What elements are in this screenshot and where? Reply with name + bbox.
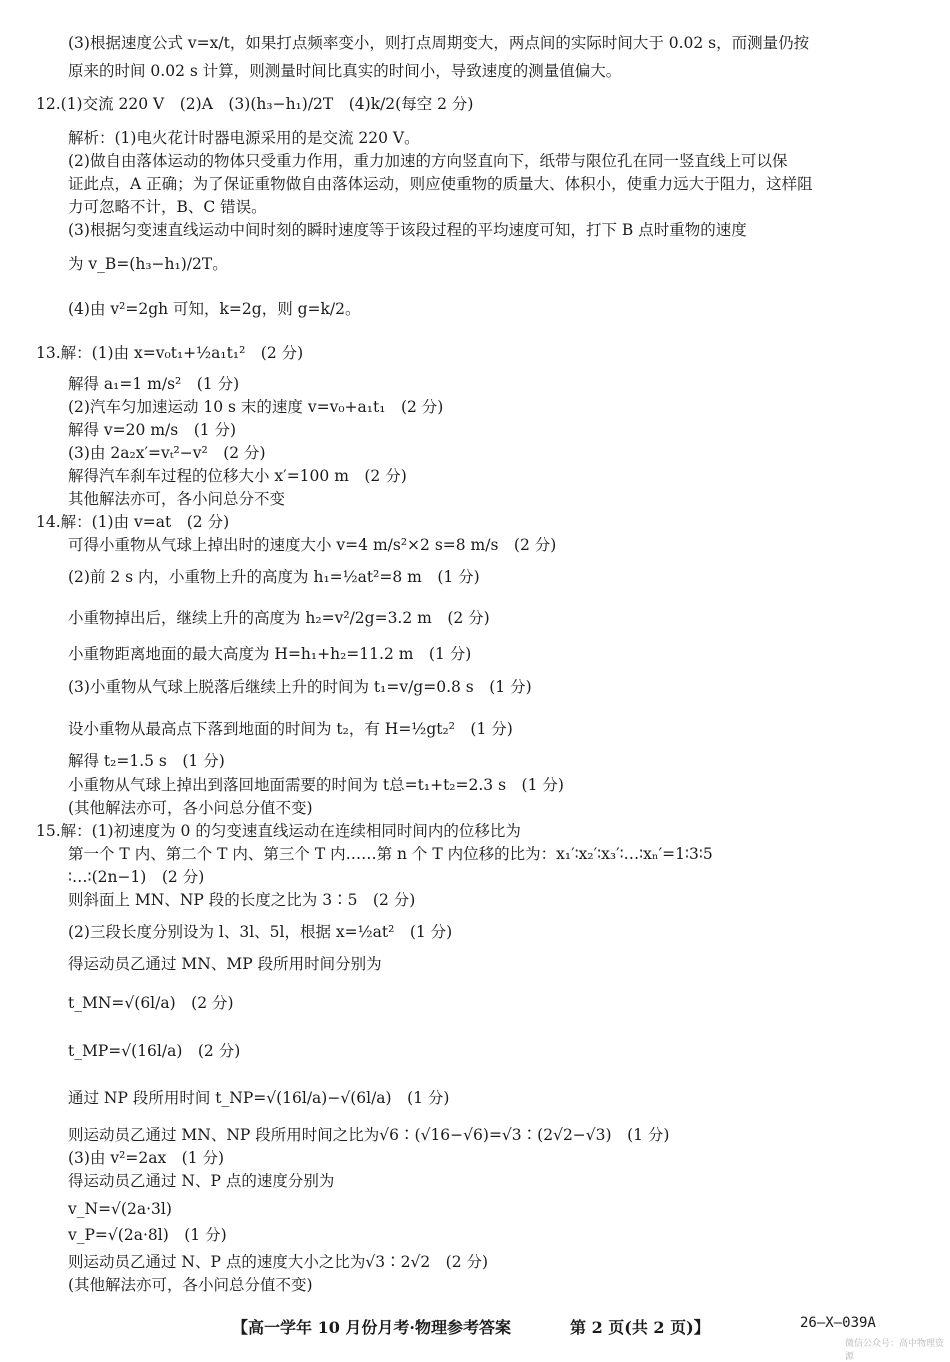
footer-code: 26—X—039A <box>800 1315 876 1331</box>
text-line: (3)小重物从气球上脱落后继续上升的时间为 t₁=v/g=0.8 s (1 分) <box>68 678 532 696</box>
text-line: 得运动员乙通过 MN、MP 段所用时间分别为 <box>68 955 382 973</box>
text-line: (3)由 v²=2ax (1 分) <box>68 1149 225 1167</box>
text-line: 解得 v=20 m/s (1 分) <box>68 421 237 439</box>
text-line: (3)根据匀变速直线运动中间时刻的瞬时速度等于该段过程的平均速度可知，打下 B 点时重物的速度 <box>68 221 747 239</box>
text-line: (4)由 v²=2gh 可知，k=2g，则 g=k/2。 <box>68 300 361 318</box>
text-line: (3)根据速度公式 v=x/t，如果打点频率变小，则打点周期变大，两点间的实际时间大于 0.02 s，而测量仍按 <box>68 34 810 52</box>
text-line: 第一个 T 内、第二个 T 内、第三个 T 内……第 n 个 T 内位移的比为：x₁′∶x₂′∶x₃′∶…∶xₙ′=1∶3∶5 <box>68 845 713 863</box>
text-line: 其他解法亦可，各小问总分不变 <box>68 490 286 508</box>
footer-title: 【高一学年 10 月份月考·物理参考答案 <box>232 1318 511 1337</box>
text-line: (2)汽车匀加速运动 10 s 末的速度 v=v₀+a₁t₁ (2 分) <box>68 398 444 416</box>
question-12-answer: 12.(1)交流 220 V (2)A (3)(h₃−h₁)/2T (4)k/2(每空 2 分) <box>36 95 474 113</box>
text-line: 力可忽略不计，B、C 错误。 <box>68 198 267 216</box>
text-line: 小重物距离地面的最大高度为 H=h₁+h₂=11.2 m (1 分) <box>68 645 472 663</box>
footer-page-number: 第 2 页(共 2 页)】 <box>570 1318 710 1337</box>
text-line: (2)三段长度分别设为 l、3l、5l，根据 x=½at² (1 分) <box>68 923 453 941</box>
text-line: 设小重物从最高点下落到地面的时间为 t₂，有 H=½gt₂² (1 分) <box>68 720 513 738</box>
text-line: 小重物掉出后，继续上升的高度为 h₂=v²/2g=3.2 m (2 分) <box>68 609 490 627</box>
text-line: 证此点，A 正确；为了保证重物做自由落体运动，则应使重物的质量大、体积小，使重力远大于阻力，这样阻 <box>68 175 813 193</box>
text-line: 可得小重物从气球上掉出时的速度大小 v=4 m/s²×2 s=8 m/s (2 分) <box>68 536 557 554</box>
text-line: 解得汽车刹车过程的位移大小 x′=100 m (2 分) <box>68 467 407 485</box>
text-line: 为 v_B=(h₃−h₁)/2T。 <box>68 255 228 273</box>
text-line: (其他解法亦可，各小问总分值不变) <box>68 799 313 817</box>
text-line: 则运动员乙通过 MN、NP 段所用时间之比为√6∶(√16−√6)=√3∶(2√2−√3) (1 分) <box>68 1126 670 1144</box>
text-line: (2)前 2 s 内，小重物上升的高度为 h₁=½at²=8 m (1 分) <box>68 568 480 586</box>
text-line: 解析：(1)电火花计时器电源采用的是交流 220 V。 <box>68 129 420 147</box>
text-line: (其他解法亦可，各小问总分值不变) <box>68 1276 313 1294</box>
text-line: 得运动员乙通过 N、P 点的速度分别为 <box>68 1172 335 1190</box>
question-13-answer: 13.解：(1)由 x=v₀t₁+½a₁t₁² (2 分) <box>36 344 304 362</box>
text-line: 解得 t₂=1.5 s (1 分) <box>68 752 225 770</box>
text-line: t_MN=√(6l/a) (2 分) <box>68 994 234 1012</box>
text-line: v_N=√(2a·3l) <box>68 1200 172 1218</box>
text-line: 则运动员乙通过 N、P 点的速度大小之比为√3∶2√2 (2 分) <box>68 1253 489 1271</box>
text-line: 通过 NP 段所用时间 t_NP=√(16l/a)−√(6l/a) (1 分) <box>68 1089 450 1107</box>
text-line: (2)做自由落体运动的物体只受重力作用，重力加速的方向竖直向下，纸带与限位孔在同一竖直线上可以保 <box>68 152 788 170</box>
watermark: 微信公众号：高中物理资源 <box>845 1339 945 1362</box>
text-line: 解得 a₁=1 m/s² (1 分) <box>68 375 240 393</box>
question-15-answer: 15.解：(1)初速度为 0 的匀变速直线运动在连续相同时间内的位移比为 <box>36 822 521 840</box>
text-line: t_MP=√(16l/a) (2 分) <box>68 1042 241 1060</box>
text-line: (3)由 2a₂x′=vₜ²−v² (2 分) <box>68 444 266 462</box>
text-line: 小重物从气球上掉出到落回地面需要的时间为 t总=t₁+t₂=2.3 s (1 分) <box>68 776 564 794</box>
text-line: 则斜面上 MN、NP 段的长度之比为 3∶5 (2 分) <box>68 891 416 909</box>
question-14-answer: 14.解：(1)由 v=at (2 分) <box>36 513 230 531</box>
text-line: 原来的时间 0.02 s 计算，则测量时间比真实的时间小，导致速度的测量值偏大。 <box>68 62 622 80</box>
text-line: v_P=√(2a·8l) (1 分) <box>68 1226 227 1244</box>
text-line: ∶…∶(2n−1) (2 分) <box>68 868 205 886</box>
